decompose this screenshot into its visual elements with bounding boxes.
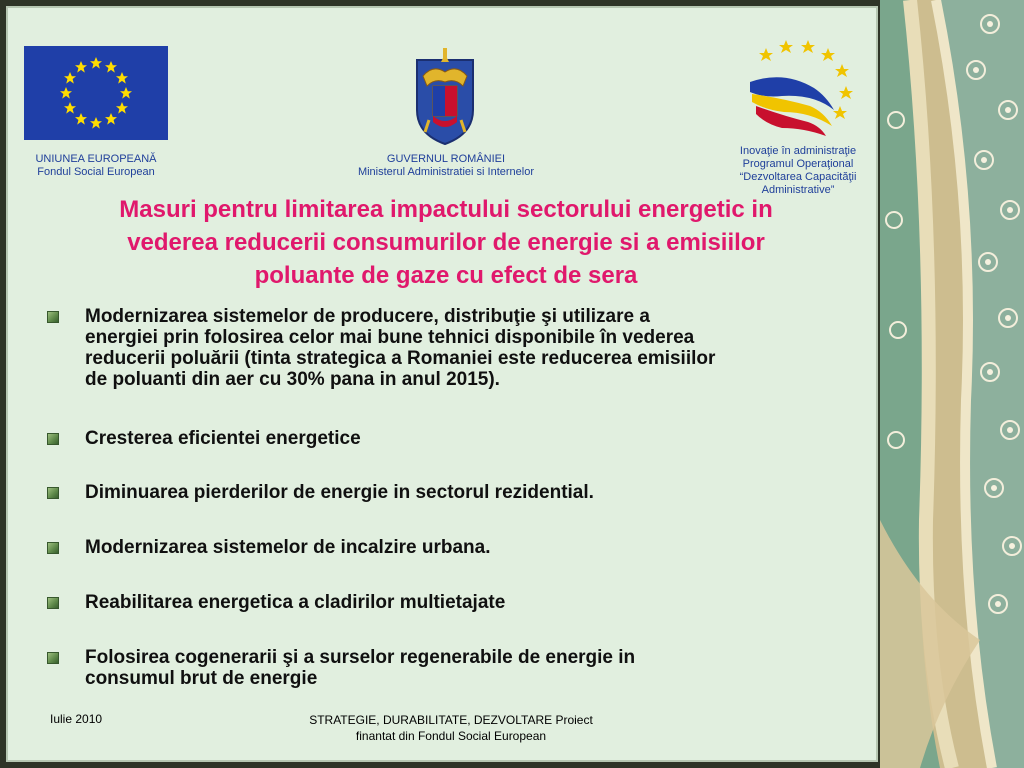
bullet-item (46, 647, 635, 689)
bullet-marker-icon (47, 487, 59, 499)
gov-caption-line2: Ministerul Administratiei si Internelor (357, 166, 535, 178)
slide-title-line3: poluante de gaze cu efect de sera (254, 262, 638, 289)
gov-caption (336, 153, 556, 179)
bullet-line: reducerii poluării (tinta strategica a Romaniei este reducerea emisiilor (85, 348, 716, 369)
bullet-marker-icon (47, 433, 59, 445)
bullet-line: Modernizarea sistemelor de incalzire urbana. (85, 537, 491, 558)
eu-star-icon (105, 61, 117, 73)
bullet-marker-icon (47, 652, 59, 664)
program-logo-icon (744, 36, 856, 136)
slide-title (36, 193, 856, 292)
bullet-item (46, 537, 490, 558)
eu-star-icon (64, 72, 76, 84)
eu-star-icon (105, 113, 117, 125)
eu-star-icon (90, 57, 102, 69)
program-caption-line2: Programul Operaţional (742, 158, 854, 170)
bullet-line: de poluanti din aer cu 30% pana in anul 2015). (85, 369, 500, 390)
eu-caption-line1: UNIUNEA EUROPEANĂ (35, 153, 157, 165)
bullet-item (46, 428, 361, 449)
program-caption (728, 145, 868, 197)
eu-star-icon (60, 87, 72, 99)
slide-title-line1: Masuri pentru limitarea impactului sectorului energetic in (119, 196, 773, 223)
program-caption-line3: “Dezvoltarea Capacităţii (739, 171, 857, 183)
bullet-item (46, 592, 505, 613)
program-caption-line4: Administrative” (761, 184, 835, 196)
slide (6, 6, 878, 762)
bullet-line: Modernizarea sistemelor de producere, distribuţie şi utilizare a (85, 306, 650, 327)
bullet-line: energiei prin folosirea celor mai bune tehnici disponibile în vederea (85, 327, 695, 348)
bullet-marker-icon (47, 542, 59, 554)
eu-star-icon (64, 102, 76, 114)
eu-star-icon (75, 113, 87, 125)
bullet-line: Folosirea cogenerarii şi a surselor regenerabile de energie in (85, 647, 636, 668)
bullet-line: Cresterea eficientei energetice (85, 428, 361, 449)
decorative-pattern-panel (880, 0, 1024, 768)
footer-project (276, 712, 626, 744)
bullet-line: Reabilitarea energetica a cladirilor multietajate (85, 592, 506, 613)
eu-caption (14, 153, 178, 179)
bullet-item (46, 482, 594, 503)
bullet-item (46, 306, 715, 390)
slide-title-line2: vederea reducerii consumurilor de energie si a emisiilor (127, 229, 765, 256)
bullet-marker-icon (47, 597, 59, 609)
eu-star-icon (120, 87, 132, 99)
footer-project-line2: finantat din Fondul Social European (355, 729, 547, 743)
eu-star-icon (75, 61, 87, 73)
eu-flag-icon (24, 46, 168, 140)
bullet-marker-icon (47, 311, 59, 323)
footer-project-line1: STRATEGIE, DURABILITATE, DEZVOLTARE Proiect (309, 713, 593, 727)
footer-date: Iulie 2010 (50, 712, 103, 726)
eu-caption-line2: Fondul Social European (37, 166, 155, 178)
bullet-line: consumul brut de energie (85, 668, 318, 689)
program-caption-line1: Inovaţie în administraţie (739, 145, 857, 157)
romania-coat-of-arms-icon (409, 46, 481, 146)
eu-star-icon (116, 72, 128, 84)
bullet-line: Diminuarea pierderilor de energie in sectorul rezidential. (85, 482, 594, 503)
eu-star-icon (90, 117, 102, 129)
eu-star-icon (116, 102, 128, 114)
gov-caption-line1: GUVERNUL ROMÂNIEI (386, 153, 506, 165)
